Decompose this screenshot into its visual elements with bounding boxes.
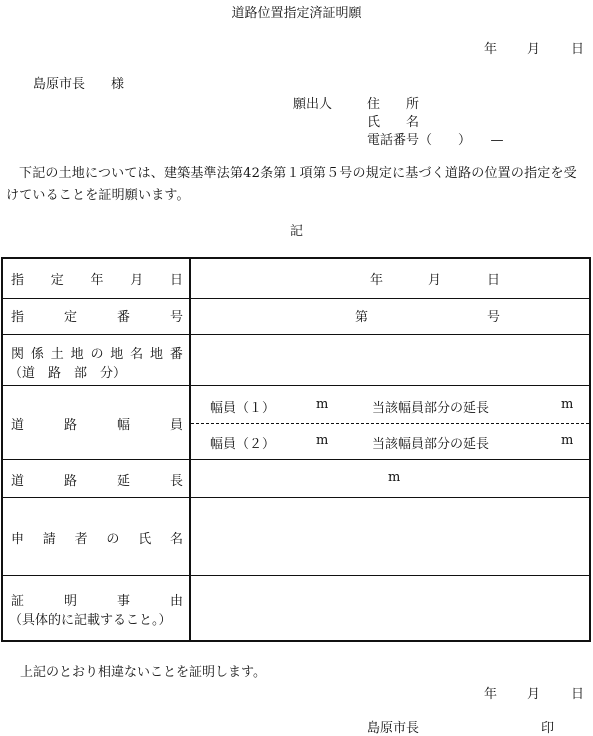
column-divider [189, 259, 191, 640]
designation-number-prefix: 第 [355, 310, 369, 325]
dashed-divider [191, 423, 589, 424]
header-date-day: 日 [571, 42, 585, 57]
label-road-length: 道 路 延 長 [11, 474, 183, 489]
width2-unit: m [316, 433, 329, 448]
certification-statement: 上記のとおり相違ないことを証明します。 [20, 665, 266, 680]
label-reason-note: （具体的に記載すること。） [9, 613, 172, 628]
road-length-unit: m [388, 470, 401, 485]
footer-date-month: 月 [527, 687, 541, 702]
applicant-label: 願出人 [293, 97, 333, 112]
label-designation-number: 指 定 番 号 [11, 310, 183, 325]
applicant-name: 氏 名 [367, 115, 420, 130]
label-certification-reason: 証 明 事 由 [11, 594, 183, 609]
row-divider [3, 459, 589, 460]
certificate-table [1, 257, 591, 642]
label-applicant-name: 申 請 者 の 氏 名 [11, 532, 183, 547]
ki-heading: 記 [289, 224, 303, 239]
designation-day: 日 [487, 273, 501, 288]
width1-unit: m [316, 397, 329, 412]
seal-mark: 印 [541, 721, 555, 736]
width1-extension-unit: m [561, 397, 574, 412]
width1-label: 幅員（１） [210, 401, 276, 416]
row-divider [3, 497, 589, 498]
header-date-year: 年 [484, 42, 498, 57]
document-title: 道路位置指定済証明願 [231, 6, 362, 21]
signer-name: 島原市長 [367, 721, 420, 736]
header-date-month: 月 [527, 42, 541, 57]
applicant-phone: 電話番号（ ） — [367, 133, 504, 148]
row-divider [3, 298, 589, 299]
row-divider [3, 575, 589, 576]
row-divider [3, 334, 589, 335]
request-body: 下記の土地については、建築基準法第42条第１項第５号の規定に基づく道路の位置の指定を受けていることを証明願います。 [6, 166, 577, 203]
label-related-land: 関 係 土 地 の 地 名 地 番 [11, 347, 183, 362]
footer-date-day: 日 [571, 687, 585, 702]
row-divider [3, 385, 589, 386]
width1-extension-label: 当該幅員部分の延長 [372, 401, 490, 416]
designation-number-suffix: 号 [487, 310, 501, 325]
designation-month: 月 [428, 273, 442, 288]
label-designation-date: 指 定 年 月 日 [11, 273, 183, 288]
width2-extension-label: 当該幅員部分の延長 [372, 437, 490, 452]
width2-label: 幅員（２） [210, 437, 276, 452]
addressee: 島原市長 様 [33, 77, 125, 92]
label-road-part: （道 路 部 分） [9, 366, 127, 381]
label-road-width: 道 路 幅 員 [11, 418, 183, 433]
applicant-address: 住 所 [367, 97, 420, 112]
width2-extension-unit: m [561, 433, 574, 448]
footer-date-year: 年 [484, 687, 498, 702]
designation-year: 年 [370, 273, 384, 288]
